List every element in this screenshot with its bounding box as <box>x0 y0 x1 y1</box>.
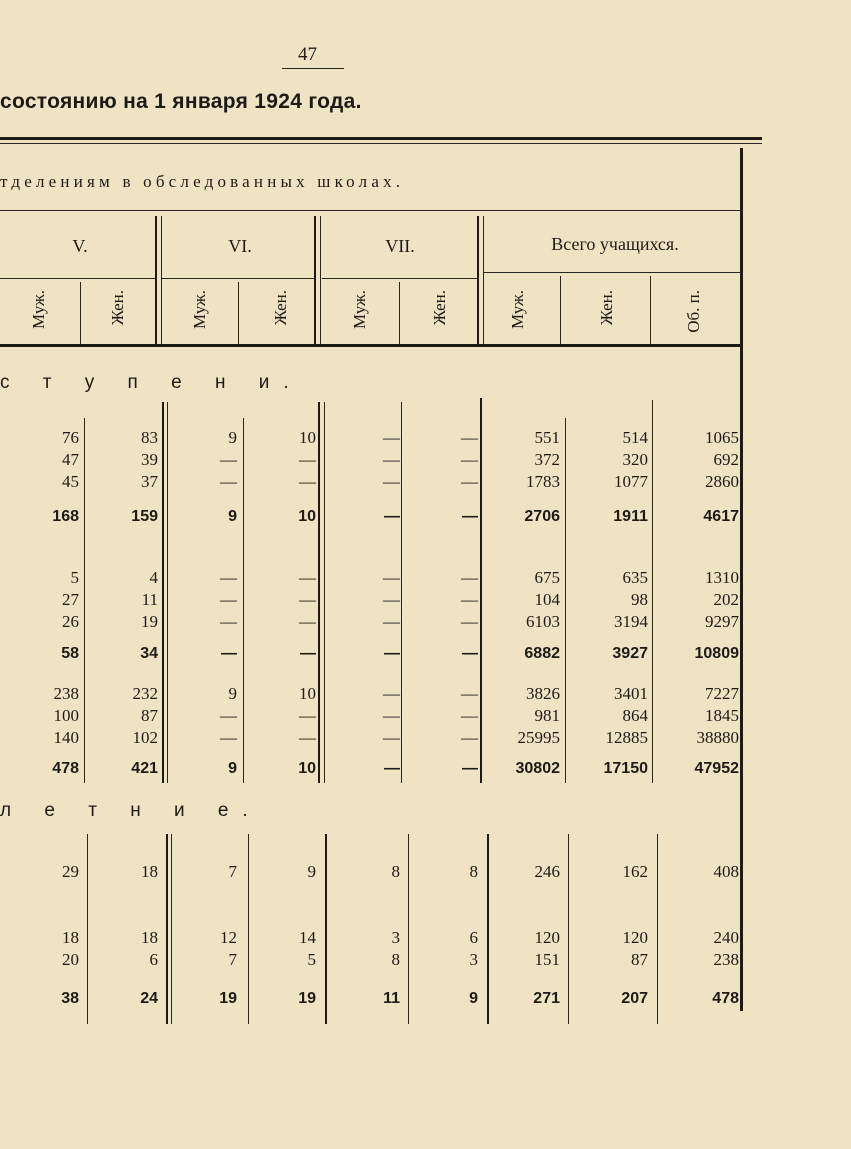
hdr-sep <box>161 216 162 344</box>
body-sep <box>84 418 85 783</box>
table-cell: — <box>383 568 400 587</box>
table-cell: — <box>299 612 316 631</box>
table-cell: 6103 <box>526 612 560 631</box>
table-cell: 8 <box>391 950 400 969</box>
title-rule-thin <box>0 143 762 144</box>
table-cell: — <box>300 645 316 662</box>
table-cell: 140 <box>53 728 79 747</box>
table-cell: 5 <box>70 568 79 587</box>
table-cell: 271 <box>533 990 560 1007</box>
table-cell: 11 <box>141 590 158 609</box>
table-cell: 19 <box>298 990 316 1007</box>
table-cell: 232 <box>132 684 158 703</box>
table-cell: — <box>299 472 316 491</box>
table-cell: 38 <box>61 990 79 1007</box>
subheader-vii-female: Жен. <box>430 290 449 326</box>
table-cell: 421 <box>131 760 158 777</box>
group-rule-total <box>484 272 740 273</box>
body-sep <box>568 834 569 1024</box>
body-sep <box>652 400 653 783</box>
table-cell: 207 <box>621 990 648 1007</box>
table-cell: 9 <box>228 760 237 777</box>
table-cell: — <box>383 706 400 725</box>
table-cell: — <box>220 450 237 469</box>
table-cell: 9 <box>307 862 316 881</box>
hdr-sep <box>155 216 157 344</box>
table-cell: 10 <box>298 760 316 777</box>
table-cell: 478 <box>712 990 739 1007</box>
table-cell: 408 <box>713 862 739 881</box>
table-cell: 76 <box>62 428 79 447</box>
table-cell: 1310 <box>705 568 739 587</box>
table-cell: — <box>299 450 316 469</box>
body-sep <box>324 402 325 783</box>
title-rule <box>0 137 762 140</box>
table-cell: 9 <box>228 684 237 703</box>
hdr-sep <box>477 216 479 344</box>
subheader-v-male: Муж. <box>29 290 48 329</box>
subheader-total-male: Муж. <box>508 290 527 329</box>
hdr-sep <box>238 282 239 344</box>
table-cell: 7227 <box>705 684 739 703</box>
table-cell: 98 <box>631 590 648 609</box>
table-cell: — <box>299 728 316 747</box>
table-cell: — <box>461 684 478 703</box>
table-cell: 19 <box>219 990 237 1007</box>
table-cell: 87 <box>141 706 158 725</box>
table-cell: 4617 <box>703 508 739 525</box>
table-cell: 3826 <box>526 684 560 703</box>
body-sep <box>87 834 88 1024</box>
table-cell: 19 <box>141 612 158 631</box>
table-cell: 10809 <box>694 645 739 662</box>
table-cell: 120 <box>534 928 560 947</box>
table-cell: 3194 <box>614 612 648 631</box>
table-cell: 34 <box>140 645 158 662</box>
group-header-vi: VI. <box>228 236 252 256</box>
body-sep <box>166 834 168 1024</box>
table-cell: — <box>221 645 237 662</box>
table-cell: 202 <box>713 590 739 609</box>
table-cell: — <box>383 684 400 703</box>
body-sep <box>162 402 164 783</box>
table-cell: 104 <box>534 590 560 609</box>
body-sep <box>657 834 658 1024</box>
table-cell: — <box>220 590 237 609</box>
table-cell: — <box>220 728 237 747</box>
table-cell: 4 <box>149 568 158 587</box>
group-rule-v <box>0 278 155 279</box>
table-cell: 26 <box>62 612 79 631</box>
table-cell: — <box>461 706 478 725</box>
hdr-sep <box>399 282 400 344</box>
table-cell: 8 <box>391 862 400 881</box>
table-cell: — <box>461 728 478 747</box>
table-cell: — <box>461 450 478 469</box>
table-cell: 1911 <box>613 508 648 525</box>
table-cell: 3 <box>469 950 478 969</box>
subheader-vi-male: Муж. <box>190 290 209 329</box>
table-cell: — <box>384 645 400 662</box>
section-title: л е т н и е. <box>0 800 262 821</box>
table-cell: 10 <box>299 428 316 447</box>
table-cell: 37 <box>141 472 158 491</box>
table-cell: 39 <box>141 450 158 469</box>
subheader-vii-male: Муж. <box>350 290 369 329</box>
table-cell: 159 <box>131 508 158 525</box>
table-cell: 14 <box>299 928 316 947</box>
table-cell: 27 <box>62 590 79 609</box>
hdr-sep <box>320 216 321 344</box>
table-cell: 120 <box>622 928 648 947</box>
table-cell: 6 <box>149 950 158 969</box>
table-cell: 372 <box>534 450 560 469</box>
table-cell: — <box>383 450 400 469</box>
table-cell: 9 <box>469 990 478 1007</box>
table-cell: 478 <box>52 760 79 777</box>
table-cell: 3401 <box>614 684 648 703</box>
body-sep <box>565 418 566 783</box>
table-cell: 9297 <box>705 612 739 631</box>
table-cell: 551 <box>534 428 560 447</box>
page-number: 47 <box>298 44 317 65</box>
table-cell: 47 <box>62 450 79 469</box>
table-cell: — <box>220 706 237 725</box>
table-cell: 18 <box>141 928 158 947</box>
subheader-v-female: Жен. <box>108 290 127 326</box>
table-cell: — <box>462 508 478 525</box>
table-cell: 10 <box>299 684 316 703</box>
table-cell: 2706 <box>524 508 560 525</box>
table-cell: 1845 <box>705 706 739 725</box>
hdr-sep <box>560 276 561 344</box>
table-caption: тделениям в обследованных школах. <box>0 172 405 191</box>
table-cell: — <box>461 590 478 609</box>
table-cell: 25995 <box>517 728 560 747</box>
hdr-sep <box>314 216 316 344</box>
table-cell: 1783 <box>526 472 560 491</box>
table-cell: 514 <box>622 428 648 447</box>
table-cell: 240 <box>713 928 739 947</box>
table-cell: 6 <box>469 928 478 947</box>
table-cell: 83 <box>141 428 158 447</box>
table-cell: 17150 <box>603 760 648 777</box>
section-title: с т у п е н и. <box>0 372 303 393</box>
table-cell: 30802 <box>515 760 560 777</box>
table-right-border <box>740 148 743 1011</box>
page-title: состоянию на 1 января 1924 года. <box>0 90 362 113</box>
table-cell: — <box>220 472 237 491</box>
table-cell: 238 <box>713 950 739 969</box>
table-cell: — <box>383 590 400 609</box>
table-cell: — <box>462 645 478 662</box>
table-cell: — <box>383 728 400 747</box>
table-cell: 692 <box>713 450 739 469</box>
body-sep <box>401 402 402 783</box>
table-cell: 20 <box>62 950 79 969</box>
table-cell: 168 <box>52 508 79 525</box>
body-sep <box>243 418 244 783</box>
table-cell: 151 <box>534 950 560 969</box>
table-cell: — <box>461 612 478 631</box>
group-header-v: V. <box>72 236 88 256</box>
table-cell: 246 <box>534 862 560 881</box>
table-cell: 102 <box>132 728 158 747</box>
table-cell: 5 <box>307 950 316 969</box>
table-cell: — <box>299 568 316 587</box>
table-cell: 11 <box>383 990 400 1007</box>
table-cell: 9 <box>228 508 237 525</box>
header-bottom-rule <box>0 344 740 347</box>
subheader-vi-female: Жен. <box>271 290 290 326</box>
table-cell: 47952 <box>694 760 739 777</box>
table-cell: 162 <box>622 862 648 881</box>
table-cell: 7 <box>228 862 237 881</box>
table-cell: 8 <box>469 862 478 881</box>
table-cell: 1077 <box>614 472 648 491</box>
table-cell: 10 <box>298 508 316 525</box>
body-sep <box>318 402 320 783</box>
table-cell: — <box>384 760 400 777</box>
table-cell: 675 <box>534 568 560 587</box>
table-cell: — <box>383 428 400 447</box>
table-cell: 635 <box>622 568 648 587</box>
group-rule-vi <box>162 278 314 279</box>
table-cell: 58 <box>61 645 79 662</box>
table-cell: 18 <box>141 862 158 881</box>
table-cell: — <box>220 612 237 631</box>
table-cell: 7 <box>228 950 237 969</box>
table-cell: — <box>461 472 478 491</box>
table-cell: 3 <box>391 928 400 947</box>
table-cell: — <box>461 428 478 447</box>
body-sep <box>408 834 409 1024</box>
table-cell: 100 <box>53 706 79 725</box>
table-cell: 18 <box>62 928 79 947</box>
body-sep <box>325 834 327 1024</box>
table-cell: 320 <box>622 450 648 469</box>
table-cell: 29 <box>62 862 79 881</box>
table-cell: 3927 <box>612 645 648 662</box>
table-cell: 87 <box>631 950 648 969</box>
group-rule-vii <box>322 278 477 279</box>
table-cell: 981 <box>534 706 560 725</box>
table-cell: 1065 <box>705 428 739 447</box>
table-cell: 45 <box>62 472 79 491</box>
table-cell: 38880 <box>696 728 739 747</box>
page-number-rule <box>282 68 344 69</box>
body-sep <box>487 834 489 1024</box>
table-cell: — <box>299 590 316 609</box>
table-cell: — <box>383 612 400 631</box>
table-cell: 24 <box>140 990 158 1007</box>
group-header-vii: VII. <box>385 236 415 256</box>
body-sep <box>171 834 172 1024</box>
table-cell: 12885 <box>605 728 648 747</box>
hdr-sep <box>483 216 484 344</box>
body-sep <box>167 402 168 783</box>
table-cell: 2860 <box>705 472 739 491</box>
body-sep <box>480 398 482 783</box>
table-cell: 6882 <box>524 645 560 662</box>
table-cell: — <box>383 472 400 491</box>
caption-rule <box>0 210 740 211</box>
table-cell: — <box>220 568 237 587</box>
group-header-total: Всего учащихся. <box>551 234 679 254</box>
body-sep <box>248 834 249 1024</box>
table-cell: — <box>299 706 316 725</box>
hdr-sep <box>650 276 651 344</box>
subheader-total-all: Об. п. <box>684 290 703 333</box>
table-cell: — <box>384 508 400 525</box>
table-cell: — <box>462 760 478 777</box>
table-cell: 12 <box>220 928 237 947</box>
subheader-total-female: Жен. <box>597 290 616 326</box>
table-cell: 238 <box>53 684 79 703</box>
table-cell: 9 <box>228 428 237 447</box>
table-cell: — <box>461 568 478 587</box>
table-cell: 864 <box>622 706 648 725</box>
hdr-sep <box>80 282 81 344</box>
